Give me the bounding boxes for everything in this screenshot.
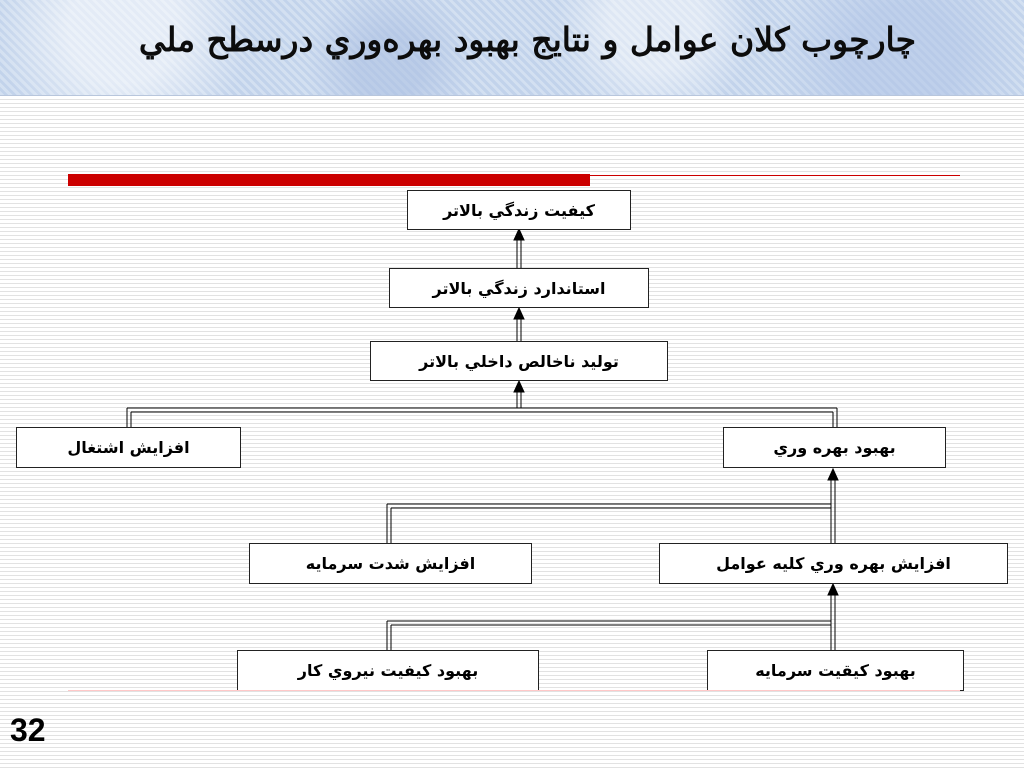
- edge-labor-capital-to-tfp: [387, 584, 838, 650]
- slide-title: چارچوب کلان عوامل و نتايج بهبود بهره‌وري درسطح ملي: [138, 20, 916, 59]
- page-number: 32: [10, 712, 46, 748]
- node-productivity: بهبود بهره وري: [723, 427, 946, 468]
- node-living-standard: استاندارد زندگي بالاتر: [389, 268, 649, 308]
- node-capital-intensity: افزايش شدت سرمايه: [249, 543, 532, 584]
- edge-living-standard-to-quality-of-life: [514, 229, 524, 268]
- edge-employment-productivity-to-gdp: [127, 381, 837, 427]
- edge-capital-tfp-to-productivity: [387, 469, 838, 543]
- edge-gdp-to-living-standard: [514, 308, 524, 341]
- node-capital-quality: بهبود كيقيت سرمايه: [707, 650, 964, 691]
- node-tfp: افزايش بهره وري كليه عوامل: [659, 543, 1008, 584]
- node-labor-quality: بهبود كيفيت نيروي كار: [237, 650, 539, 691]
- node-employment: افزايش اشتغال: [16, 427, 241, 468]
- node-gdp: توليد ناخالص داخلي بالاتر: [370, 341, 668, 381]
- bottom-rule: [68, 690, 960, 691]
- node-quality-of-life: كيفيت زندگي بالاتر: [407, 190, 631, 230]
